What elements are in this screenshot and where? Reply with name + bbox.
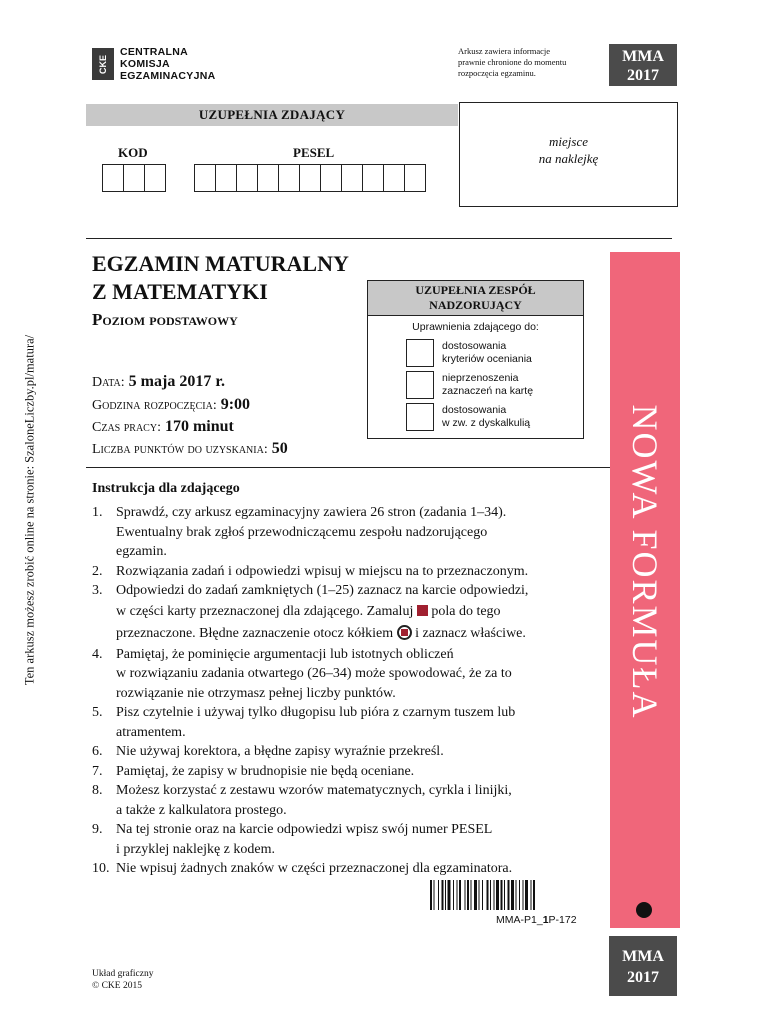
barcode-bar: [531, 880, 532, 910]
instruction-number: 2.: [92, 563, 103, 579]
barcode-bar: [516, 880, 517, 910]
instruction-number: 9.: [92, 822, 103, 837]
instruction-line: Rozwiązania zadań i odpowiedzi wpisuj w miejscu na to przeznaczonym.: [116, 563, 529, 579]
exam-points-label: Liczba punktów do uzyskania:: [92, 442, 268, 457]
side-note-text: Ten arkusz możesz zrobić online na stronie: SzaloneLiczby.pl/matura/: [22, 334, 37, 686]
sheet-code-bold: 1: [542, 914, 549, 926]
instruction-line: Możesz korzystać z zestawu wzorów matematycznych, cyrkla i linijki,: [116, 783, 512, 798]
kod-cell[interactable]: [123, 164, 145, 192]
supervisors-header-line-1: UZUPEŁNIA ZESPÓŁ: [415, 283, 536, 297]
separator-top: [86, 238, 672, 239]
exam-badge-bottom: [609, 936, 677, 996]
permission-row[interactable]: [406, 403, 583, 431]
logo-line-3: EGZAMINACYJNA: [120, 70, 216, 82]
exam-date-label: Data:: [92, 375, 125, 390]
barcode-bar: [479, 880, 480, 910]
side-note: [10, 300, 50, 720]
permission-label: [442, 340, 532, 366]
exam-start-value: 9:00: [220, 396, 251, 413]
instruction-number: 4.: [92, 646, 103, 662]
instruction-line: [116, 623, 592, 645]
footer-line-1: Układ graficzny: [92, 969, 154, 979]
instruction-number: 8.: [92, 783, 103, 798]
instruction-number: 6.: [92, 744, 103, 759]
instruction-item: [92, 762, 592, 782]
instruction-number: 3.: [92, 583, 103, 598]
instruction-number: 10.: [92, 861, 110, 876]
badge-year: 2017: [627, 67, 659, 84]
exam-points-value: 50: [271, 440, 288, 457]
exam-points: [92, 440, 288, 458]
badge-code: MMA: [622, 48, 664, 65]
exam-title: [92, 250, 349, 306]
exam-duration: [92, 418, 234, 436]
permission-row[interactable]: [406, 339, 583, 367]
instruction-number: 1.: [92, 505, 103, 520]
instruction-line: Pamiętaj, że zapisy w brudnopisie nie będą oceniane.: [116, 763, 415, 779]
instruction-item: [92, 562, 592, 582]
barcode-bar: [467, 880, 469, 910]
barcode-bar: [496, 880, 499, 910]
legal-notice: [458, 46, 598, 79]
pesel-field[interactable]: [194, 164, 426, 192]
logo-line-2: KOMISJA: [120, 58, 170, 70]
footer-line-2: © CKE 2015: [92, 981, 142, 991]
instruction-item: [92, 581, 592, 645]
instruction-line: Pamiętaj, że pominięcie argumentacji lub istotnych obliczeń: [116, 646, 454, 662]
permission-label-line: dostosowania: [442, 404, 507, 416]
instruction-line: Pisz czytelnie i używaj tylko długopisu lub pióra z czarnym tuszem lub: [116, 705, 516, 720]
instruction-line: atramentem.: [116, 724, 186, 740]
pesel-cell[interactable]: [215, 164, 237, 192]
permission-checkbox[interactable]: [406, 339, 434, 367]
instruction-item: [92, 703, 592, 742]
exam-title-line-2: Z MATEMATYKI: [92, 279, 268, 304]
barcode-bar: [519, 880, 520, 910]
permission-checkbox[interactable]: [406, 371, 434, 399]
supervisors-header: [368, 281, 583, 316]
exam-start: [92, 396, 250, 414]
barcode-icon: [430, 880, 592, 910]
barcode-bar: [511, 880, 514, 910]
pesel-cell[interactable]: [320, 164, 342, 192]
supervisors-header-line-2: NADZORUJĄCY: [429, 298, 522, 312]
sticker-line-1: miejsce: [549, 134, 588, 149]
barcode-bar: [490, 880, 491, 910]
instruction-number: 7.: [92, 763, 103, 779]
pesel-cell[interactable]: [362, 164, 384, 192]
instruction-item: [92, 742, 592, 762]
instruction-line: egzamin.: [116, 544, 167, 559]
barcode-bar: [474, 880, 477, 910]
barcode-bar: [487, 880, 489, 910]
barcode-bar: [508, 880, 510, 910]
instruction-line: Odpowiedzi do zadań zamkniętych (1–25) zaznacz na karcie odpowiedzi,: [116, 583, 529, 598]
instruction-text: pola do tego: [431, 603, 501, 619]
exam-level: Poziom podstawowy: [92, 310, 238, 329]
instruction-number: 5.: [92, 705, 103, 720]
barcode-bar: [442, 880, 444, 910]
exam-badge-top: [609, 44, 677, 86]
badge-year: 2017: [627, 969, 659, 986]
pesel-cell[interactable]: [194, 164, 216, 192]
sheet-code: [496, 914, 577, 926]
instruction-line: Nie wpisuj żadnych znaków w części przeznaczonej dla egzaminatora.: [116, 861, 513, 876]
barcode-bar: [430, 880, 432, 910]
permission-label-line: w zw. z dyskalkulią: [442, 417, 531, 429]
permission-label-line: dostosowania: [442, 340, 507, 352]
instruction-text: przeznaczone. Błędne zaznaczenie otocz kółkiem: [116, 625, 394, 641]
sheet-code-prefix: MMA-P1_: [496, 914, 543, 926]
new-formula-banner: [610, 252, 680, 928]
instruction-line: a także z kalkulatora prostego.: [116, 802, 287, 818]
barcode-bar: [482, 880, 483, 910]
barcode-bar: [501, 880, 503, 910]
instruction-text: i zaznacz właściwe.: [415, 625, 526, 641]
notice-line-1: Arkusz zawiera informacje: [458, 46, 551, 56]
pesel-cell[interactable]: [341, 164, 363, 192]
sheet-code-suffix: P-172: [548, 914, 577, 926]
permission-label: [442, 404, 530, 430]
exam-title-line-1: EGZAMIN MATURALNY: [92, 251, 349, 276]
kod-cell[interactable]: [144, 164, 166, 192]
barcode-bar: [525, 880, 528, 910]
permission-row[interactable]: [406, 371, 583, 399]
instruction-line: Ewentualny brak zgłoś przewodniczącemu zespołu nadzorującego: [116, 524, 488, 540]
banner-dot: [636, 902, 652, 918]
barcode-bar: [457, 880, 458, 910]
pesel-cell[interactable]: [278, 164, 300, 192]
candidate-header: UZUPEŁNIA ZDAJĄCY: [86, 104, 458, 126]
pesel-cell[interactable]: [383, 164, 405, 192]
barcode-bar: [465, 880, 466, 910]
permission-label-line: zaznaczeń na kartę: [442, 385, 534, 397]
kod-field[interactable]: [102, 164, 166, 192]
permission-checkbox[interactable]: [406, 403, 434, 431]
exam-start-label: Godzina rozpoczęcia:: [92, 398, 217, 413]
pesel-cell[interactable]: [257, 164, 279, 192]
kod-cell[interactable]: [102, 164, 124, 192]
instruction-text: w części karty przeznaczonej dla zdającego. Zamaluj: [116, 603, 414, 619]
barcode-bar: [471, 880, 472, 910]
logo-line-1: CENTRALNA: [120, 46, 189, 58]
footer: [92, 968, 153, 992]
barcode-bar: [438, 880, 439, 910]
pesel-label: PESEL: [293, 145, 335, 160]
instruction-line: Nie używaj korektora, a błędne zapisy wyraźnie przekreśl.: [116, 744, 444, 759]
permission-label-line: nieprzenoszenia: [442, 372, 519, 384]
instructions-header: Instrukcja dla zdającego: [92, 481, 240, 496]
supervisors-box: [367, 280, 584, 439]
permission-label: [442, 372, 533, 398]
barcode-bar: [494, 880, 495, 910]
barcode-bar: [504, 880, 505, 910]
pesel-cell[interactable]: [299, 164, 321, 192]
exam-duration-value: 170 minut: [164, 418, 234, 435]
instruction-item: [92, 820, 592, 859]
instruction-line: i przyklej naklejkę z kodem.: [116, 841, 275, 857]
cke-logo-mark: CKE: [92, 48, 114, 80]
supervisors-subheader: Uprawnienia zdającego do:: [412, 321, 539, 333]
barcode-bar: [434, 880, 435, 910]
instruction-line: w rozwiązaniu zadania otwartego (26–34) może spowodować, że za to: [116, 666, 512, 681]
permission-label-line: kryteriów oceniania: [442, 353, 532, 365]
exam-date: [92, 373, 225, 391]
instruction-line: rozwiązanie nie otrzymasz pełnej liczby punktów.: [116, 685, 396, 701]
barcode-bar: [459, 880, 461, 910]
instruction-item: [92, 781, 592, 820]
barcode-bar: [448, 880, 451, 910]
cke-logo-text: [120, 46, 216, 82]
instruction-line: Sprawdź, czy arkusz egzaminacyjny zawiera 26 stron (zadania 1–34).: [116, 505, 507, 520]
instruction-line: Na tej stronie oraz na karcie odpowiedzi wpisz swój numer PESEL: [116, 822, 493, 837]
pesel-cell[interactable]: [404, 164, 426, 192]
barcode-bar: [533, 880, 535, 910]
exam-date-value: 5 maja 2017 r.: [128, 373, 225, 390]
instruction-item: [92, 503, 592, 562]
sticker-area[interactable]: [459, 102, 678, 207]
barcode-bar: [523, 880, 524, 910]
barcode-bar: [445, 880, 446, 910]
badge-code: MMA: [622, 948, 664, 965]
barcode-bar: [453, 880, 454, 910]
instructions-list: [92, 503, 592, 879]
exam-duration-label: Czas pracy:: [92, 420, 161, 435]
instruction-line: [116, 601, 592, 623]
sticker-line-2: na naklejkę: [538, 151, 599, 166]
separator-middle: [86, 467, 610, 468]
pesel-cell[interactable]: [236, 164, 258, 192]
instruction-item: [92, 859, 592, 879]
instruction-item: [92, 645, 592, 704]
kod-label: KOD: [118, 145, 148, 160]
notice-line-2: prawnie chronione do momentu: [458, 57, 567, 67]
circled-square-icon: [397, 625, 412, 640]
filled-square-icon: [417, 605, 428, 616]
notice-line-3: rozpoczęcia egzaminu.: [458, 68, 536, 78]
banner-text: NOWA FORMUŁA: [625, 404, 665, 720]
cke-logo: [92, 46, 242, 86]
